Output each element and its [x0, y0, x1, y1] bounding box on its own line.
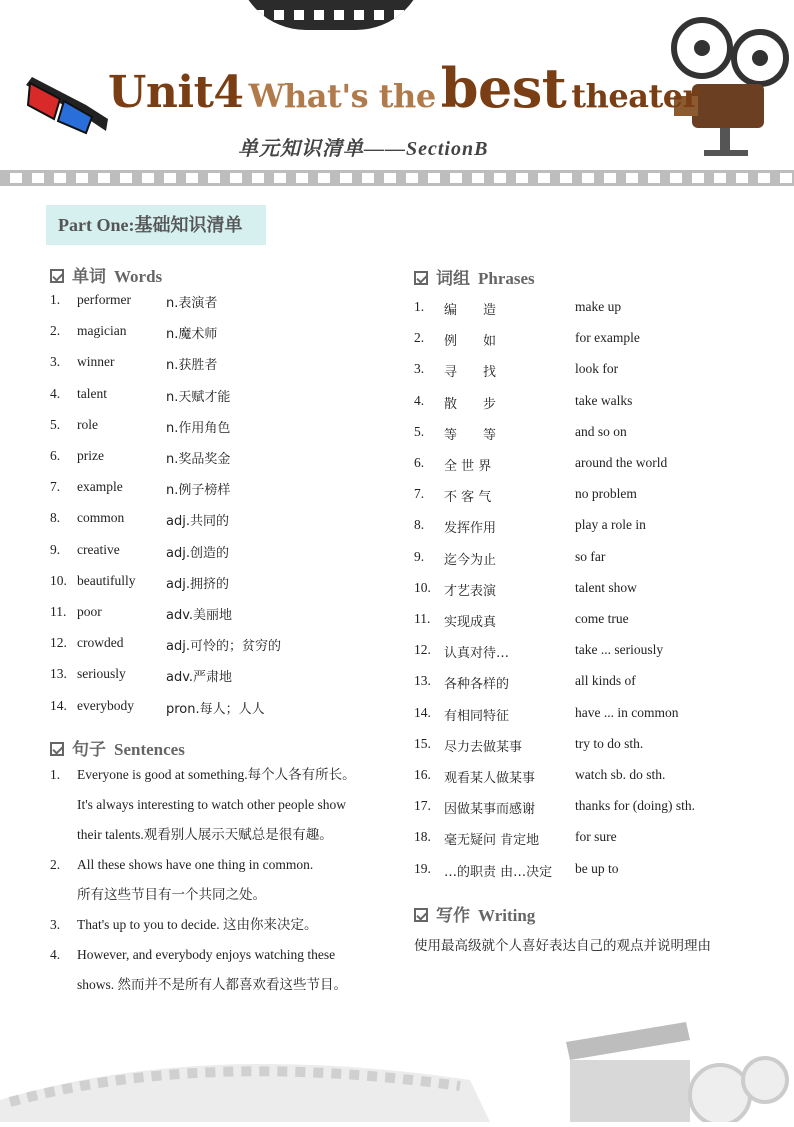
phrase-english: take ... seriously: [575, 642, 664, 658]
phrase-number: 19.: [414, 860, 431, 876]
phrase-english: watch sb. do sth.: [575, 767, 666, 782]
phrases-section-heading: 词组 Phrases: [414, 264, 535, 289]
phrase-chinese: 全 世 界: [444, 459, 492, 474]
word-number: 9.: [50, 541, 61, 557]
word-english: magician: [77, 323, 127, 339]
sentence-line: That's up to you to decide. 这由你来决定。: [77, 917, 318, 932]
phrase-english: come true: [575, 611, 629, 626]
title-theater: theater: [571, 77, 699, 115]
phrase-english: have ... in common: [575, 704, 679, 720]
phrase-english: around the world: [575, 455, 668, 470]
phrase-chinese: 例 如: [444, 334, 497, 350]
word-english: talent: [77, 385, 107, 401]
word-english: everybody: [77, 697, 134, 713]
word-number: 3.: [50, 354, 61, 370]
word-number: 14.: [50, 697, 67, 713]
phrase-number: 4.: [414, 392, 425, 408]
part-one-label: Part One:基础知识清单: [46, 205, 266, 245]
word-number: 7.: [50, 479, 61, 495]
phrase-chinese: 不 客 气: [444, 490, 492, 506]
phrase-english: all kinds of: [575, 673, 636, 689]
phrase-chinese: 观看某人做某事: [444, 771, 536, 786]
word-meaning: n.获胜者: [166, 358, 218, 374]
clapperboard-icon: [560, 1000, 790, 1122]
phrase-number: 13.: [414, 673, 431, 689]
phrase-number: 1.: [414, 299, 425, 314]
page-title: [108, 56, 699, 120]
phrase-english: make up: [575, 299, 622, 314]
phrase-number: 9.: [414, 548, 425, 564]
sentence-line: All these shows have one thing in common.: [77, 857, 314, 872]
word-number: 13.: [50, 666, 67, 682]
phrase-chinese: 尽力去做某事: [444, 739, 523, 755]
word-meaning: adj.拥挤的: [166, 576, 229, 592]
word-meaning: adj.可怜的；贫穷的: [166, 639, 281, 655]
word-english: performer: [77, 292, 131, 307]
word-number: 8.: [50, 510, 61, 526]
word-english: creative: [77, 541, 120, 557]
word-meaning: n.魔术师: [166, 327, 218, 343]
word-english: seriously: [77, 666, 126, 682]
word-english: beautifully: [77, 572, 136, 588]
phrase-number: 14.: [414, 704, 431, 720]
phrase-number: 8.: [414, 517, 425, 533]
phrase-english: look for: [575, 361, 619, 377]
word-number: 2.: [50, 323, 61, 339]
words-section-heading: 单词 Words: [50, 262, 162, 287]
phrase-chinese: …的职责 由…决定: [444, 864, 553, 880]
word-english: poor: [77, 604, 102, 619]
phrase-chinese: 等 等: [444, 427, 497, 443]
phrase-number: 17.: [414, 798, 431, 814]
phrase-chinese: 散 步: [444, 396, 497, 412]
phrase-number: 11.: [414, 611, 431, 626]
phrase-number: 10.: [414, 579, 431, 595]
checkbox-icon: [50, 742, 64, 756]
sentence-number: 4.: [50, 947, 61, 962]
phrase-number: 12.: [414, 642, 431, 658]
word-english: crowded: [77, 635, 124, 651]
writing-section-heading: 写作 Writing: [414, 901, 535, 926]
phrase-english: take walks: [575, 392, 633, 408]
page-subtitle: 单元知识清单——SectionB: [238, 138, 489, 160]
phrase-chinese: 认真对待…: [444, 646, 510, 662]
phrase-english: play a role in: [575, 517, 646, 533]
phrase-chinese: 编 造: [444, 303, 497, 318]
title-unit: Unit4: [108, 67, 244, 118]
word-meaning: n.作用角色: [166, 420, 231, 436]
word-number: 12.: [50, 635, 67, 651]
phrase-english: and so on: [575, 423, 627, 439]
sentence-line: their talents.观看别人展示天赋总是很有趣。: [77, 827, 333, 842]
word-number: 10.: [50, 572, 67, 588]
phrase-english: talent show: [575, 579, 637, 595]
film-reel-top-decoration: [236, 0, 426, 30]
word-meaning: pron.每人；人人: [166, 701, 265, 717]
sentence-number: 3.: [50, 917, 61, 932]
word-english: winner: [77, 354, 115, 370]
word-english: common: [77, 510, 125, 526]
phrase-chinese: 毫无疑问 肯定地: [444, 833, 540, 849]
word-number: 6.: [50, 448, 61, 463]
word-english: example: [77, 479, 123, 495]
word-meaning: n.例子榜样: [166, 483, 231, 499]
word-meaning: adv.美丽地: [166, 608, 233, 623]
sentences-list: [50, 760, 370, 1010]
phrase-number: 5.: [414, 423, 425, 439]
filmstrip-bottom-decoration: [0, 1040, 500, 1122]
writing-task: 使用最高级就个人喜好表达自己的观点并说明理由: [414, 938, 711, 954]
word-meaning: adj.共同的: [166, 514, 229, 530]
phrase-number: 3.: [414, 361, 425, 377]
title-whats-the: What's the: [248, 77, 436, 115]
checkbox-icon: [50, 269, 64, 283]
phrase-chinese: 有相同特征: [444, 708, 510, 724]
phrase-number: 2.: [414, 330, 425, 346]
phrase-number: 15.: [414, 735, 431, 751]
sentence-line: shows. 然而并不是所有人都喜欢看这些节目。: [77, 977, 348, 992]
phrase-english: no problem: [575, 486, 637, 502]
title-best: best: [440, 56, 567, 120]
word-meaning: n.表演者: [166, 296, 218, 311]
phrase-number: 7.: [414, 486, 425, 502]
3d-glasses-icon: [22, 75, 112, 135]
phrase-chinese: 实现成真: [444, 615, 497, 630]
phrase-chinese: 发挥作用: [444, 521, 497, 537]
phrase-number: 16.: [414, 767, 431, 782]
sentence-line: Everyone is good at something.每个人各有所长。: [77, 767, 356, 782]
checkbox-icon: [414, 271, 428, 285]
phrase-english: for example: [575, 330, 640, 346]
phrase-chinese: 因做某事而感谢: [444, 802, 536, 818]
word-number: 11.: [50, 604, 67, 619]
phrase-chinese: 寻 找: [444, 365, 497, 381]
sentence-line: 所有这些节目有一个共同之处。: [77, 887, 266, 902]
sentence-line: However, and everybody enjoys watching these: [77, 947, 336, 962]
phrase-english: thanks for (doing) sth.: [575, 798, 695, 814]
phrase-chinese: 才艺表演: [444, 583, 497, 599]
phrase-number: 18.: [414, 829, 431, 845]
phrase-chinese: 迄今为止: [444, 552, 497, 568]
phrase-chinese: 各种各样的: [444, 677, 510, 693]
word-number: 5.: [50, 416, 61, 432]
word-english: prize: [77, 448, 104, 463]
sentences-section-heading: 句子 Sentences: [50, 735, 185, 760]
word-english: role: [77, 416, 98, 432]
phrase-english: so far: [575, 548, 606, 564]
word-meaning: adj.创造的: [166, 545, 229, 561]
word-number: 1.: [50, 292, 61, 307]
checkbox-icon: [414, 908, 428, 922]
phrase-english: be up to: [575, 860, 619, 876]
word-meaning: n.天赋才能: [166, 389, 231, 405]
phrase-number: 6.: [414, 455, 425, 470]
sentence-line: It's always interesting to watch other people show: [77, 797, 346, 812]
sentence-number: 1.: [50, 767, 61, 782]
phrase-english: try to do sth.: [575, 735, 644, 751]
word-meaning: n.奖品奖金: [166, 452, 231, 467]
phrase-english: for sure: [575, 829, 617, 845]
word-number: 4.: [50, 385, 61, 401]
filmstrip-divider: [0, 170, 794, 186]
word-meaning: adv.严肃地: [166, 670, 233, 686]
sentence-number: 2.: [50, 857, 61, 872]
